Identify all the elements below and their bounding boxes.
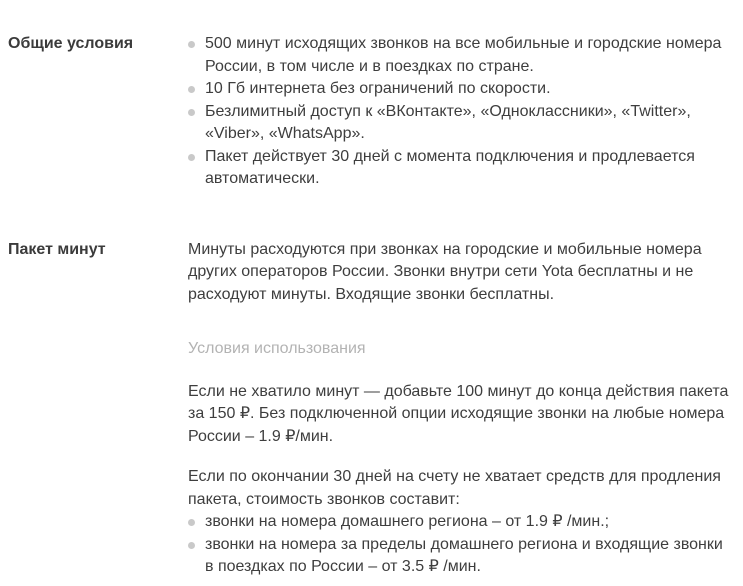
- usage-terms-subheading: Условия использования: [188, 340, 366, 357]
- bullet-icon: [188, 109, 195, 116]
- section-label-general: Общие условия: [8, 35, 134, 52]
- list-item: [188, 146, 735, 191]
- bullet-text: Пакет действует 30 дней с момента подключения и продлевается автоматически.: [205, 147, 695, 187]
- list-item: [188, 33, 735, 78]
- bullet-icon: [188, 519, 195, 526]
- section-label-minutes: Пакет минут: [8, 240, 106, 258]
- general-conditions-list: [188, 33, 735, 191]
- list-item: [188, 78, 735, 101]
- list-item: [188, 101, 735, 146]
- bullet-icon: [188, 154, 195, 161]
- section-minutes-package: [8, 239, 735, 579]
- bullet-icon: [188, 41, 195, 48]
- bullet-text: 500 минут исходящих звонков на все мобильные и городские номера России, в том числе и в поездках по стране.: [205, 35, 722, 75]
- section-content-minutes: [188, 239, 735, 579]
- bullet-text: Безлимитный доступ к «ВКонтакте», «Одноклассники», «Twitter», «Viber», «WhatsApp».: [205, 102, 691, 142]
- list-item: [188, 534, 735, 579]
- bullet-text: 10 Гб интернета без ограничений по скорости.: [205, 80, 551, 97]
- bullet-icon: [188, 542, 195, 549]
- bullet-icon: [188, 86, 195, 93]
- section-content-general: [188, 33, 735, 191]
- section-general-conditions: [8, 33, 735, 191]
- bullet-text: звонки на номера домашнего региона – от 1.9 ₽ /мин.;: [205, 513, 610, 530]
- list-item: [188, 511, 735, 534]
- minutes-usage-paragraph: Минуты расходуются при звонках на городские и мобильные номера других операторов России. Звонки внутри сети Yota бесплатны и не расходуют минуты. Входящие звонки бесплатны.: [188, 240, 702, 303]
- add-minutes-paragraph: Если не хватило минут — добавьте 100 минут до конца действия пакета за 150 ₽. Без подключенной опции исходящие звонки на любые номера России – 1.9 ₽/мин.: [188, 382, 729, 445]
- call-rates-list: [188, 511, 735, 579]
- renewal-paragraph: Если по окончании 30 дней на счету не хватает средств для продления пакета, стоимость звонков составит:: [188, 468, 721, 508]
- bullet-text: звонки на номера за пределы домашнего региона и входящие звонки в поездках по России – от 3.5 ₽ /мин.: [205, 535, 723, 575]
